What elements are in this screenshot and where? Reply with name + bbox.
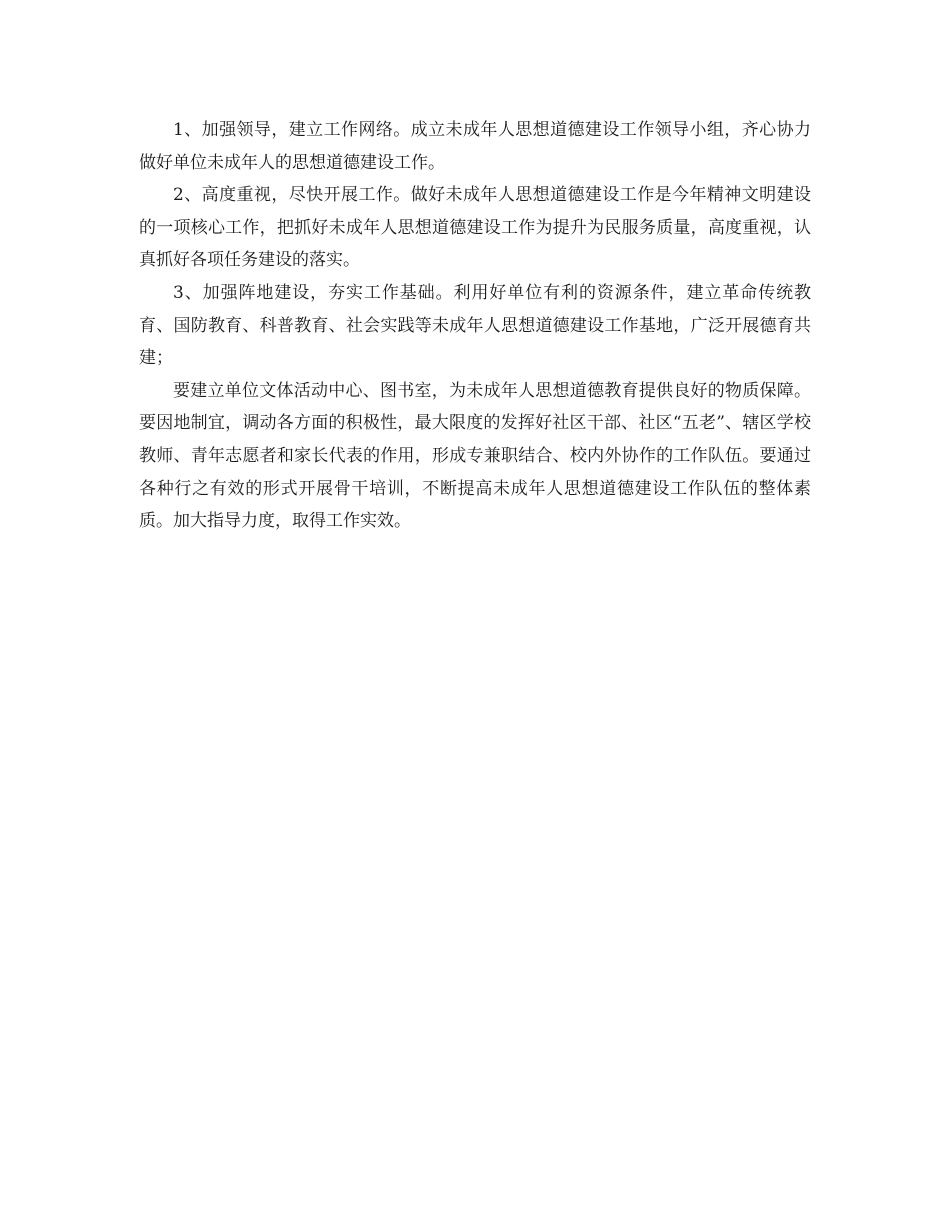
paragraph-3: 3、加强阵地建设，夯实工作基础。利用好单位有利的资源条件，建立革命传统教育、国防教育、科普教育、社会实践等未成年人思想道德建设工作基地，广泛开展德育共建； [139, 282, 811, 369]
paragraph-1: 1、加强领导，建立工作网络。成立未成年人思想道德建设工作领导小组，齐心协力做好单位未成年人的思想道德建设工作。 [139, 120, 811, 173]
paragraph-2: 2、高度重视，尽快开展工作。做好未成年人思想道德建设工作是今年精神文明建设的一项核心工作，把抓好未成年人思想道德建设工作为提升为民服务质量，高度重视，认真抓好各项任务建设的落实。 [139, 185, 811, 271]
document-body [139, 114, 811, 538]
paragraph-4: 要建立单位文体活动中心、图书室，为未成年人思想道德教育提供良好的物质保障。要因地制宜，调动各方面的积极性，最大限度的发挥好社区干部、社区“五老”、辖区学校教师、青年志愿者和家长代表的作用，形成专兼职结合、校内外协作的工作队伍。要通过各种行之有效的形式开展骨干培训，不断提高未成年人思想道德建设工作队伍的整体素质。加大指导力度，取得工作实效。 [139, 380, 811, 532]
